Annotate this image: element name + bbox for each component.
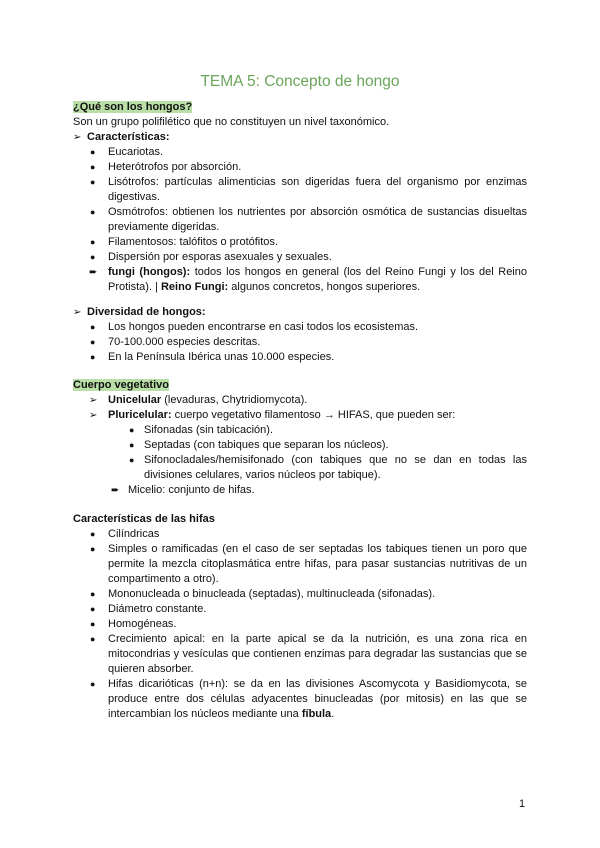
bullet-icon: ● bbox=[129, 455, 135, 465]
list-item: ● Cilíndricas bbox=[90, 528, 160, 540]
list-item: ● En la Península Ibérica unas 10.000 especies. bbox=[90, 351, 335, 363]
bullet-icon: ● bbox=[90, 147, 96, 157]
bullet-icon: ● bbox=[90, 352, 96, 362]
list-item-pluricelular: ➢ Pluricelular: cuerpo vegetativo filamentoso → HIFAS, que pueden ser: bbox=[89, 409, 456, 421]
bullet-icon: ● bbox=[90, 634, 96, 644]
section-heading: Cuerpo vegetativo bbox=[73, 379, 169, 391]
bullet-icon: ● bbox=[90, 544, 96, 554]
list-item-fungi: ➨ fungi (hongos): todos los hongos en general (los del Reino Fungi y los del Reino Protista). | Reino Fungi: algunos concretos, hongos superiores. bbox=[89, 266, 527, 293]
list-item: ● Heterótrofos por absorción. bbox=[90, 161, 242, 173]
bullet-icon: ● bbox=[90, 529, 96, 539]
intro-text: Son un grupo polifilético que no constituyen un nivel taxonómico. bbox=[73, 116, 390, 128]
page-number: 1 bbox=[519, 798, 526, 810]
section-heading: ¿Qué son los hongos? bbox=[73, 101, 193, 113]
arrowhead-icon: ➢ bbox=[73, 307, 82, 318]
section-que-son bbox=[73, 100, 527, 295]
section-diversidad bbox=[73, 305, 527, 365]
bullet-icon: ● bbox=[90, 589, 96, 599]
section-hifas bbox=[73, 512, 527, 722]
bullet-icon: ● bbox=[90, 207, 96, 217]
bullet-icon: ● bbox=[90, 252, 96, 262]
section-cuerpo-vegetativo bbox=[73, 378, 527, 498]
page-title: TEMA 5: Concepto de hongo bbox=[200, 73, 400, 90]
bullet-icon: ● bbox=[90, 619, 96, 629]
arrow-bullet-icon: ➨ bbox=[111, 485, 120, 496]
arrowhead-icon: ➢ bbox=[73, 132, 82, 143]
characteristics-label: Características: bbox=[87, 131, 170, 143]
diversity-label-row bbox=[73, 305, 527, 320]
list-item: ● Filamentosos: talófitos o protófitos. bbox=[90, 236, 278, 248]
list-item: ● Simples o ramificadas (en el caso de ser septadas los tabiques tienen un poro que permite la mezcla citoplasmática entre hifas, para pasar sustancias nutritivas de un compartimento a otro). bbox=[90, 543, 527, 585]
list-item: ● Homogéneas. bbox=[90, 618, 177, 630]
list-item: ● Lisótrofos: partículas alimenticias son digeridas fuera del organismo por enzimas digestivas. bbox=[90, 176, 527, 203]
characteristics-label-row bbox=[73, 130, 527, 145]
sub-list-item: ● Sifonocladales/hemisifonado (con tabiques que no se dan en todas las divisiones celulares, varios núcleos por tabique). bbox=[129, 454, 527, 481]
bullet-icon: ● bbox=[90, 177, 96, 187]
list-item-unicelular: ➢ Unicelular (levaduras, Chytridiomycota). bbox=[89, 394, 308, 406]
bullet-icon: ● bbox=[90, 679, 96, 689]
bullet-icon: ● bbox=[90, 604, 96, 614]
bullet-icon: ● bbox=[129, 440, 135, 450]
bullet-icon: ● bbox=[129, 425, 135, 435]
arrowhead-icon: ➢ bbox=[89, 395, 98, 406]
list-item: ● Eucariotas. bbox=[90, 146, 164, 158]
sub-list-item: ● Septadas (con tabiques que separan los núcleos). bbox=[129, 439, 389, 451]
bullet-icon: ● bbox=[90, 322, 96, 332]
arrow-bullet-icon: ➨ bbox=[89, 267, 98, 278]
list-item: ● 70-100.000 especies descritas. bbox=[90, 336, 261, 348]
list-item: ● Crecimiento apical: en la parte apical se da la nutrición, es una zona rica en mitocondrias y vesículas que contienen enzimas para degradar las sustancias que se quieren absorber. bbox=[90, 633, 527, 675]
sub-list-item: ● Sifonadas (sin tabicación). bbox=[129, 424, 274, 436]
list-item: ● Dispersión por esporas asexuales y sexuales. bbox=[90, 251, 332, 263]
section-heading: Características de las hifas bbox=[73, 513, 215, 525]
list-item-micelio: ➨ Micelio: conjunto de hifas. bbox=[111, 484, 255, 496]
list-item: ● Osmótrofos: obtienen los nutrientes por absorción osmótica de sustancias disueltas previamente digeridas. bbox=[90, 206, 527, 233]
bullet-icon: ● bbox=[90, 337, 96, 347]
bullet-icon: ● bbox=[90, 237, 96, 247]
list-item-dicarioticas: ● Hifas dicarióticas (n+n): se da en las divisiones Ascomycota y Basidiomycota, se produce entre dos células adyacentes binucleadas (por mitosis) en las que se intercambian los núcleos mediante una fíbula. bbox=[90, 678, 527, 720]
bullet-icon: ● bbox=[90, 162, 96, 172]
arrowhead-icon: ➢ bbox=[89, 410, 98, 421]
diversity-label: Diversidad de hongos: bbox=[87, 306, 206, 318]
list-item: ● Los hongos pueden encontrarse en casi todos los ecosistemas. bbox=[90, 321, 419, 333]
list-item: ● Diámetro constante. bbox=[90, 603, 207, 615]
list-item: ● Mononucleada o binucleada (septadas), multinucleada (sifonadas). bbox=[90, 588, 436, 600]
